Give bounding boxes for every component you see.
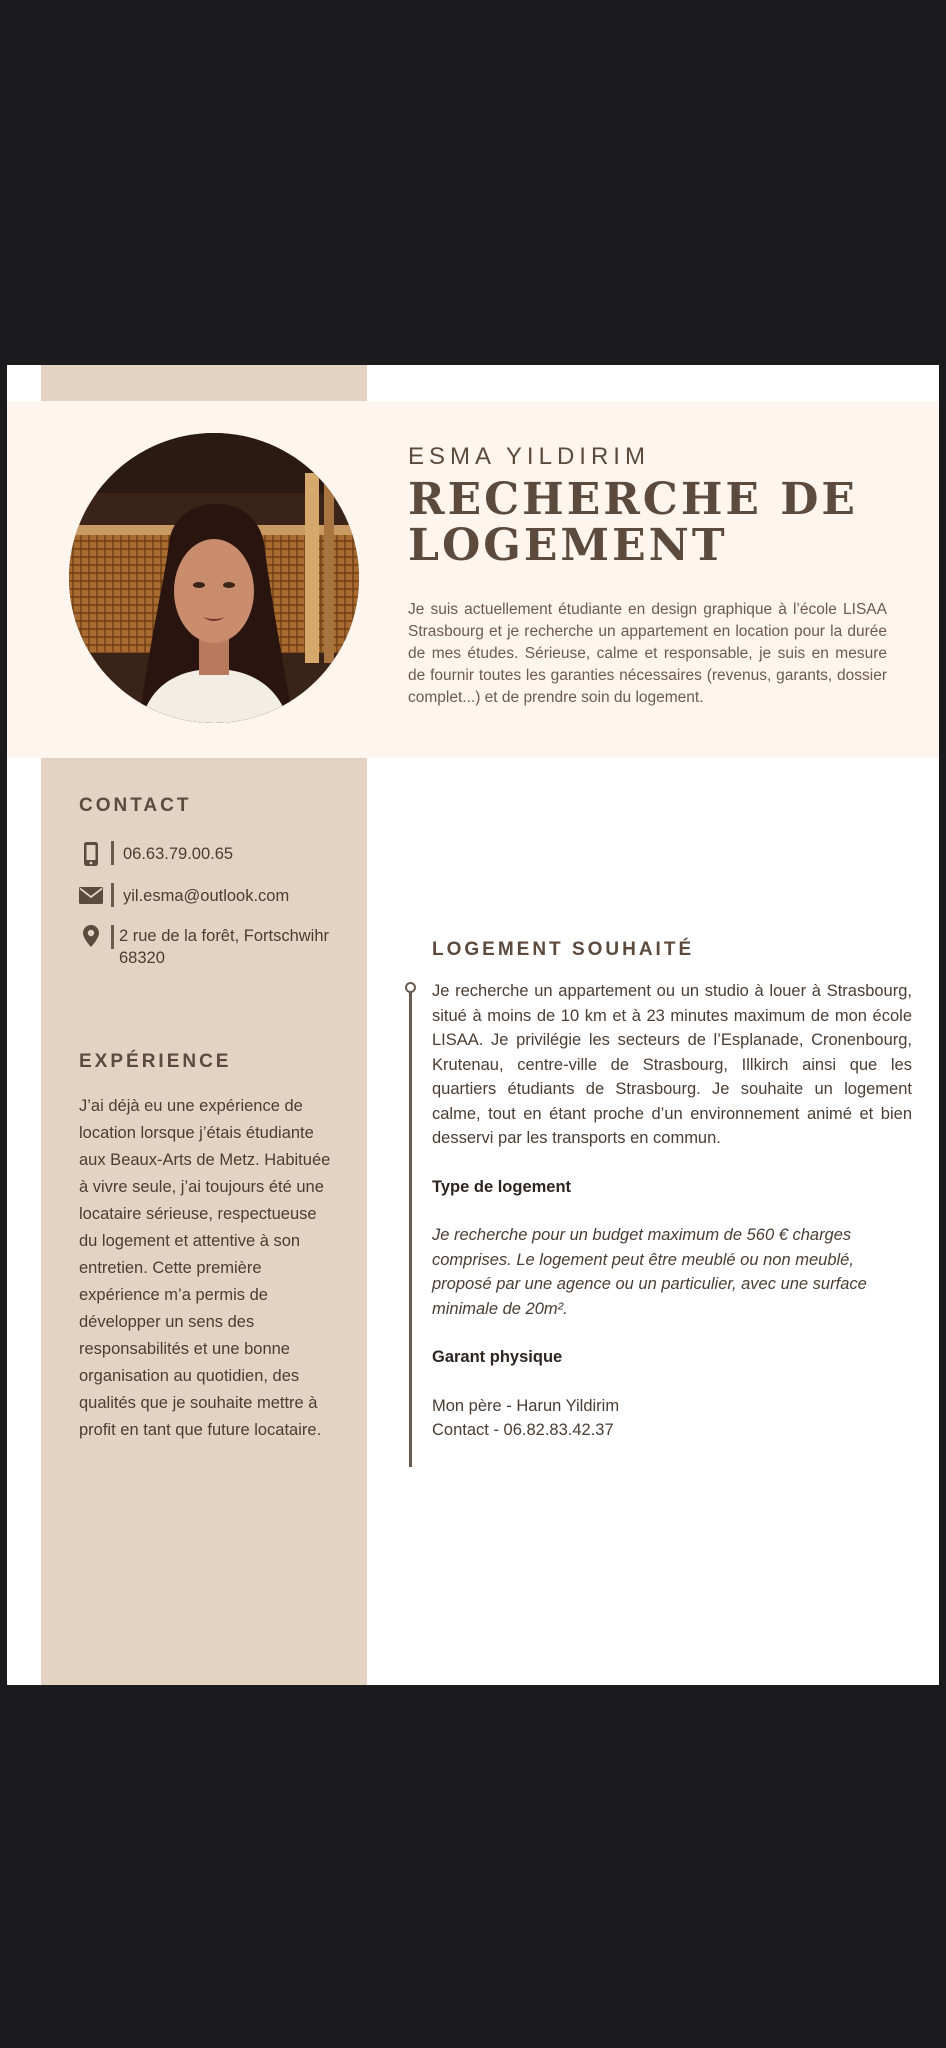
candidate-name: ESMA YILDIRIM — [408, 443, 650, 470]
contact-heading: CONTACT — [79, 795, 192, 816]
housing-type-text: Je recherche pour un budget maximum de 560 € charges comprises. Le logement peut être meublé ou non meublé, proposé par une agence ou un particulier, avec une surface minimale de 20m². — [432, 1226, 867, 1318]
contact-email — [77, 883, 289, 913]
address-text — [119, 925, 329, 969]
page-title-line-1: RECHERCHE DE — [408, 474, 858, 525]
page-title-line-2: LOGEMENT — [408, 520, 728, 571]
address-line-1: 2 rue de la forêt, Fortschwihr — [119, 927, 330, 945]
contact-phone — [77, 841, 233, 871]
timeline-dot — [405, 982, 416, 993]
location-pin-icon — [77, 925, 105, 947]
housing-content — [432, 979, 912, 1443]
intro-paragraph: Je suis actuellement étudiante en design graphique à l’école LISAA Strasbourg et je recherche un appartement en location pour la durée de mes études. Sérieuse, calme et responsable, je suis en mesure de fournir toutes les garanties nécessaires (revenus, garants, dossier complet...) et de prendre soin du logement. — [408, 601, 887, 706]
page-title — [408, 474, 908, 571]
phone-icon — [77, 841, 105, 867]
housing-heading: LOGEMENT SOUHAITÉ — [432, 939, 695, 960]
contact-separator — [111, 925, 114, 949]
sidebar-top-band — [41, 365, 367, 401]
experience-text: J’ai déjà eu une expérience de location lorsque j’étais étudiante aux Beaux-Arts de Metz. Habituée à vivre seule, j’ai toujours été une locataire sérieuse, respectueuse du logement et attentive à son entretien. Cette première expérience m’a permis de développer un sens des responsabilités et une bonne organisation au quotidien, des qualités que je souhaite mettre à profit en tant que future locataire. — [79, 1097, 331, 1439]
address-line-2: 68320 — [119, 949, 165, 967]
timeline-line — [409, 987, 412, 1467]
envelope-icon — [77, 887, 105, 904]
housing-type-heading: Type de logement — [432, 1177, 572, 1196]
phone-text: 06.63.79.00.65 — [123, 845, 234, 863]
contact-separator — [111, 883, 114, 907]
guarantor-heading: Garant physique — [432, 1348, 563, 1366]
contact-separator — [111, 841, 114, 865]
resume-page — [7, 365, 939, 1685]
experience-heading: EXPÉRIENCE — [79, 1051, 232, 1072]
contact-address — [77, 925, 329, 975]
housing-description: Je recherche un appartement ou un studio à louer à Strasbourg, situé à moins de 10 km et à 23 minutes maximum de mon école LISAA. Je privilégie les secteurs de l’Esplanade, Cronenbourg, Krutenau, centre-ville de Strasbourg, Illkirch ainsi que les quartiers étudiants de Strasbourg. Je souhaite un logement calme, tout en étant proche d’un environnement animé et bien desservi par les transports en commun. — [432, 982, 912, 1147]
portrait-illustration — [69, 433, 359, 723]
profile-photo — [69, 433, 359, 723]
guarantor-contact: Contact - 06.82.83.42.37 — [432, 1421, 614, 1439]
guarantor-name: Mon père - Harun Yildirim — [432, 1396, 620, 1415]
email-text: yil.esma@outlook.com — [123, 887, 290, 905]
